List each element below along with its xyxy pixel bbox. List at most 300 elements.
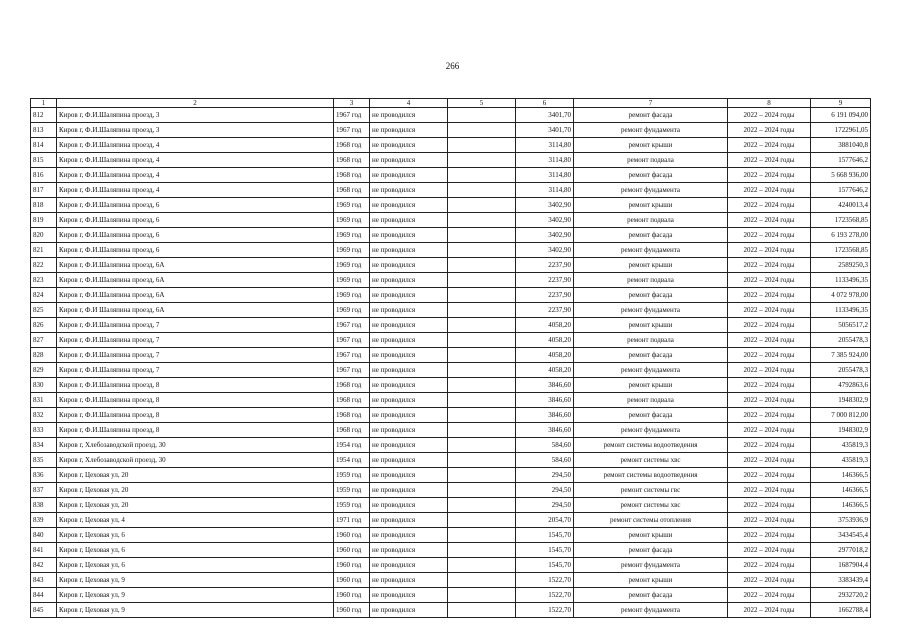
cost-cell: 1687904,4 [811, 558, 871, 573]
build-year-cell: 1968 год [334, 153, 370, 168]
address-cell: Киров г, Ф.И.Шаляпина проезд, 8 [57, 423, 334, 438]
area-cell: 4058,20 [516, 363, 574, 378]
period-cell: 2022 – 2024 годы [728, 573, 811, 588]
table-row [31, 318, 871, 333]
cost-cell: 4240013,4 [811, 198, 871, 213]
row-number-cell: 818 [31, 198, 57, 213]
table-row [31, 363, 871, 378]
table-row [31, 123, 871, 138]
area-cell: 1545,70 [516, 528, 574, 543]
work-type-cell: ремонт системы водоотведения [574, 438, 728, 453]
period-cell: 2022 – 2024 годы [728, 588, 811, 603]
cost-cell: 7 385 924,00 [811, 348, 871, 363]
build-year-cell: 1968 год [334, 378, 370, 393]
address-cell: Киров г, Ф.И.Шаляпина проезд, 4 [57, 168, 334, 183]
empty-cell [448, 378, 516, 393]
work-type-cell: ремонт крыши [574, 528, 728, 543]
period-cell: 2022 – 2024 годы [728, 168, 811, 183]
work-type-cell: ремонт подвала [574, 273, 728, 288]
column-number-2: 2 [57, 99, 334, 108]
period-cell: 2022 – 2024 годы [728, 348, 811, 363]
address-cell: Киров г, Ф.И.Шаляпина проезд, 7 [57, 363, 334, 378]
row-number-cell: 826 [31, 318, 57, 333]
work-type-cell: ремонт системы водоотведения [574, 468, 728, 483]
column-number-1: 1 [31, 99, 57, 108]
empty-cell [448, 243, 516, 258]
address-cell: Киров г, Цеховая ул, 20 [57, 483, 334, 498]
work-type-cell: ремонт крыши [574, 573, 728, 588]
build-year-cell: 1969 год [334, 243, 370, 258]
work-type-cell: ремонт фасада [574, 288, 728, 303]
area-cell: 2237,90 [516, 273, 574, 288]
last-repair-cell: не проводился [370, 363, 448, 378]
empty-cell [448, 273, 516, 288]
row-number-cell: 843 [31, 573, 57, 588]
last-repair-cell: не проводился [370, 483, 448, 498]
table-row [31, 273, 871, 288]
table-row [31, 513, 871, 528]
empty-cell [448, 168, 516, 183]
build-year-cell: 1969 год [334, 288, 370, 303]
address-cell: Киров г, Хлебозаводской проезд, 30 [57, 438, 334, 453]
period-cell: 2022 – 2024 годы [728, 138, 811, 153]
work-type-cell: ремонт фасада [574, 543, 728, 558]
last-repair-cell: не проводился [370, 243, 448, 258]
period-cell: 2022 – 2024 годы [728, 603, 811, 618]
area-cell: 294,50 [516, 468, 574, 483]
last-repair-cell: не проводился [370, 138, 448, 153]
last-repair-cell: не проводился [370, 393, 448, 408]
last-repair-cell: не проводился [370, 573, 448, 588]
address-cell: Киров г, Ф.И.Шаляпина проезд, 8 [57, 378, 334, 393]
area-cell: 2237,90 [516, 303, 574, 318]
row-number-cell: 834 [31, 438, 57, 453]
work-type-cell: ремонт фасада [574, 168, 728, 183]
column-number-5: 5 [448, 99, 516, 108]
last-repair-cell: не проводился [370, 333, 448, 348]
build-year-cell: 1954 год [334, 453, 370, 468]
area-cell: 1522,70 [516, 603, 574, 618]
area-cell: 294,50 [516, 483, 574, 498]
empty-cell [448, 483, 516, 498]
table-row [31, 498, 871, 513]
last-repair-cell: не проводился [370, 168, 448, 183]
column-number-4: 4 [370, 99, 448, 108]
row-number-cell: 829 [31, 363, 57, 378]
table-row [31, 603, 871, 618]
empty-cell [448, 213, 516, 228]
empty-cell [448, 513, 516, 528]
cost-cell: 1723568,85 [811, 213, 871, 228]
area-cell: 2054,70 [516, 513, 574, 528]
period-cell: 2022 – 2024 годы [728, 303, 811, 318]
address-cell: Киров г, Ф.И.Шаляпина проезд, 4 [57, 153, 334, 168]
empty-cell [448, 258, 516, 273]
cost-cell: 2055478,3 [811, 363, 871, 378]
build-year-cell: 1969 год [334, 198, 370, 213]
table-row [31, 108, 871, 123]
row-number-cell: 824 [31, 288, 57, 303]
cost-cell: 1577646,2 [811, 153, 871, 168]
row-number-cell: 835 [31, 453, 57, 468]
cost-cell: 146366,5 [811, 498, 871, 513]
last-repair-cell: не проводился [370, 588, 448, 603]
period-cell: 2022 – 2024 годы [728, 423, 811, 438]
build-year-cell: 1968 год [334, 168, 370, 183]
table-row [31, 288, 871, 303]
row-number-cell: 837 [31, 483, 57, 498]
period-cell: 2022 – 2024 годы [728, 213, 811, 228]
area-cell: 3846,60 [516, 378, 574, 393]
last-repair-cell: не проводился [370, 273, 448, 288]
period-cell: 2022 – 2024 годы [728, 378, 811, 393]
build-year-cell: 1969 год [334, 273, 370, 288]
area-cell: 3114,80 [516, 168, 574, 183]
address-cell: Киров г, Ф.И.Шаляпина проезд, 7 [57, 318, 334, 333]
build-year-cell: 1968 год [334, 423, 370, 438]
area-cell: 4058,20 [516, 318, 574, 333]
row-number-cell: 815 [31, 153, 57, 168]
address-cell: Киров г, Ф.И.Шаляпина проезд, 7 [57, 333, 334, 348]
address-cell: Киров г, Ф.И.Шаляпина проезд, 6 [57, 243, 334, 258]
build-year-cell: 1969 год [334, 303, 370, 318]
row-number-cell: 838 [31, 498, 57, 513]
cost-cell: 1133496,35 [811, 273, 871, 288]
table-row [31, 528, 871, 543]
cost-cell: 3753936,9 [811, 513, 871, 528]
cost-cell: 6 193 278,00 [811, 228, 871, 243]
table-row [31, 438, 871, 453]
period-cell: 2022 – 2024 годы [728, 498, 811, 513]
table-row [31, 453, 871, 468]
area-cell: 3114,80 [516, 138, 574, 153]
build-year-cell: 1968 год [334, 183, 370, 198]
cost-cell: 1948302,9 [811, 393, 871, 408]
work-type-cell: ремонт системы отопления [574, 513, 728, 528]
row-number-cell: 845 [31, 603, 57, 618]
cost-cell: 2977018,2 [811, 543, 871, 558]
row-number-cell: 833 [31, 423, 57, 438]
address-cell: Киров г, Ф.И.Шаляпина проезд, 4 [57, 138, 334, 153]
period-cell: 2022 – 2024 годы [728, 228, 811, 243]
row-number-cell: 821 [31, 243, 57, 258]
last-repair-cell: не проводился [370, 348, 448, 363]
build-year-cell: 1967 год [334, 108, 370, 123]
empty-cell [448, 288, 516, 303]
work-type-cell: ремонт фасада [574, 228, 728, 243]
table-body [31, 99, 871, 618]
column-number-8: 8 [728, 99, 811, 108]
row-number-cell: 813 [31, 123, 57, 138]
area-cell: 3401,70 [516, 108, 574, 123]
area-cell: 1522,70 [516, 573, 574, 588]
address-cell: Киров г, Цеховая ул, 9 [57, 573, 334, 588]
table-row [31, 588, 871, 603]
cost-cell: 1662788,4 [811, 603, 871, 618]
table-row [31, 348, 871, 363]
address-cell: Киров г, Ф.И.Шаляпина проезд, 3 [57, 108, 334, 123]
row-number-cell: 828 [31, 348, 57, 363]
work-type-cell: ремонт фасада [574, 348, 728, 363]
period-cell: 2022 – 2024 годы [728, 123, 811, 138]
cost-cell: 3434545,4 [811, 528, 871, 543]
address-cell: Киров г, Цеховая ул, 9 [57, 603, 334, 618]
work-type-cell: ремонт фундамента [574, 123, 728, 138]
period-cell: 2022 – 2024 годы [728, 543, 811, 558]
last-repair-cell: не проводился [370, 408, 448, 423]
last-repair-cell: не проводился [370, 543, 448, 558]
table-row [31, 423, 871, 438]
work-type-cell: ремонт фундамента [574, 603, 728, 618]
work-type-cell: ремонт крыши [574, 198, 728, 213]
last-repair-cell: не проводился [370, 528, 448, 543]
table-row [31, 228, 871, 243]
table-row [31, 138, 871, 153]
period-cell: 2022 – 2024 годы [728, 408, 811, 423]
page-number: 266 [445, 61, 460, 71]
period-cell: 2022 – 2024 годы [728, 483, 811, 498]
build-year-cell: 1967 год [334, 123, 370, 138]
address-cell: Киров г, Ф.И.Шаляпина проезд, 8 [57, 393, 334, 408]
address-cell: Киров г, Цеховая ул, 6 [57, 543, 334, 558]
cost-cell: 3383439,4 [811, 573, 871, 588]
last-repair-cell: не проводился [370, 468, 448, 483]
area-cell: 4058,20 [516, 333, 574, 348]
empty-cell [448, 348, 516, 363]
empty-cell [448, 108, 516, 123]
empty-cell [448, 183, 516, 198]
period-cell: 2022 – 2024 годы [728, 333, 811, 348]
empty-cell [448, 558, 516, 573]
capital-repair-table [30, 98, 871, 618]
last-repair-cell: не проводился [370, 288, 448, 303]
empty-cell [448, 408, 516, 423]
column-number-3: 3 [334, 99, 370, 108]
build-year-cell: 1967 год [334, 333, 370, 348]
table-row [31, 303, 871, 318]
build-year-cell: 1960 год [334, 543, 370, 558]
work-type-cell: ремонт фасада [574, 408, 728, 423]
period-cell: 2022 – 2024 годы [728, 288, 811, 303]
row-number-cell: 823 [31, 273, 57, 288]
cost-cell: 4 072 978,00 [811, 288, 871, 303]
build-year-cell: 1960 год [334, 588, 370, 603]
work-type-cell: ремонт фундамента [574, 558, 728, 573]
last-repair-cell: не проводился [370, 153, 448, 168]
address-cell: Киров г, Хлебозаводской проезд, 30 [57, 453, 334, 468]
work-type-cell: ремонт крыши [574, 138, 728, 153]
row-number-cell: 814 [31, 138, 57, 153]
work-type-cell: ремонт крыши [574, 258, 728, 273]
address-cell: Киров г, Ф.И.Шаляпина проезд, 6А [57, 288, 334, 303]
row-number-cell: 842 [31, 558, 57, 573]
work-type-cell: ремонт системы хвс [574, 453, 728, 468]
row-number-cell: 816 [31, 168, 57, 183]
last-repair-cell: не проводился [370, 303, 448, 318]
row-number-cell: 819 [31, 213, 57, 228]
work-type-cell: ремонт подвала [574, 393, 728, 408]
address-cell: Киров г, Цеховая ул, 20 [57, 498, 334, 513]
period-cell: 2022 – 2024 годы [728, 438, 811, 453]
build-year-cell: 1969 год [334, 258, 370, 273]
empty-cell [448, 453, 516, 468]
area-cell: 3402,90 [516, 198, 574, 213]
empty-cell [448, 423, 516, 438]
empty-cell [448, 363, 516, 378]
table-row [31, 333, 871, 348]
address-cell: Киров г, Ф.И.Шаляпина проезд, 3 [57, 123, 334, 138]
last-repair-cell: не проводился [370, 258, 448, 273]
cost-cell: 1577646,2 [811, 183, 871, 198]
build-year-cell: 1954 год [334, 438, 370, 453]
row-number-cell: 841 [31, 543, 57, 558]
area-cell: 2237,90 [516, 288, 574, 303]
row-number-cell: 817 [31, 183, 57, 198]
period-cell: 2022 – 2024 годы [728, 393, 811, 408]
table-row [31, 168, 871, 183]
table-row [31, 213, 871, 228]
empty-cell [448, 123, 516, 138]
row-number-cell: 844 [31, 588, 57, 603]
work-type-cell: ремонт крыши [574, 378, 728, 393]
period-cell: 2022 – 2024 годы [728, 273, 811, 288]
area-cell: 1545,70 [516, 543, 574, 558]
table-row [31, 408, 871, 423]
build-year-cell: 1969 год [334, 213, 370, 228]
area-cell: 3402,90 [516, 228, 574, 243]
last-repair-cell: не проводился [370, 453, 448, 468]
work-type-cell: ремонт фундамента [574, 303, 728, 318]
build-year-cell: 1968 год [334, 393, 370, 408]
period-cell: 2022 – 2024 годы [728, 363, 811, 378]
empty-cell [448, 438, 516, 453]
cost-cell: 5 668 936,00 [811, 168, 871, 183]
table-row [31, 543, 871, 558]
last-repair-cell: не проводился [370, 438, 448, 453]
build-year-cell: 1968 год [334, 408, 370, 423]
area-cell: 3114,80 [516, 183, 574, 198]
build-year-cell: 1960 год [334, 603, 370, 618]
row-number-cell: 831 [31, 393, 57, 408]
area-cell: 3402,90 [516, 243, 574, 258]
build-year-cell: 1967 год [334, 318, 370, 333]
build-year-cell: 1968 год [334, 138, 370, 153]
column-number-row [31, 99, 871, 108]
period-cell: 2022 – 2024 годы [728, 513, 811, 528]
row-number-cell: 812 [31, 108, 57, 123]
cost-cell: 2589250,3 [811, 258, 871, 273]
work-type-cell: ремонт фасада [574, 108, 728, 123]
area-cell: 4058,20 [516, 348, 574, 363]
last-repair-cell: не проводился [370, 558, 448, 573]
period-cell: 2022 – 2024 годы [728, 108, 811, 123]
cost-cell: 435819,3 [811, 438, 871, 453]
empty-cell [448, 588, 516, 603]
build-year-cell: 1967 год [334, 363, 370, 378]
address-cell: Киров г, Ф.И.Шаляпина проезд, 8 [57, 408, 334, 423]
last-repair-cell: не проводился [370, 183, 448, 198]
cost-cell: 2055478,3 [811, 333, 871, 348]
empty-cell [448, 228, 516, 243]
cost-cell: 6 191 094,00 [811, 108, 871, 123]
row-number-cell: 830 [31, 378, 57, 393]
table-row [31, 258, 871, 273]
last-repair-cell: не проводился [370, 423, 448, 438]
empty-cell [448, 528, 516, 543]
period-cell: 2022 – 2024 годы [728, 258, 811, 273]
empty-cell [448, 303, 516, 318]
period-cell: 2022 – 2024 годы [728, 558, 811, 573]
table-row [31, 198, 871, 213]
last-repair-cell: не проводился [370, 123, 448, 138]
empty-cell [448, 603, 516, 618]
last-repair-cell: не проводился [370, 198, 448, 213]
row-number-cell: 840 [31, 528, 57, 543]
cost-cell: 1722961,05 [811, 123, 871, 138]
empty-cell [448, 138, 516, 153]
work-type-cell: ремонт подвала [574, 213, 728, 228]
area-cell: 3846,60 [516, 393, 574, 408]
address-cell: Киров г, Ф.И.Шаляпина проезд, 6А [57, 273, 334, 288]
row-number-cell: 825 [31, 303, 57, 318]
address-cell: Киров г, Ф.И.Шаляпина проезд, 7 [57, 348, 334, 363]
period-cell: 2022 – 2024 годы [728, 183, 811, 198]
area-cell: 584,60 [516, 453, 574, 468]
empty-cell [448, 543, 516, 558]
empty-cell [448, 393, 516, 408]
row-number-cell: 839 [31, 513, 57, 528]
address-cell: Киров г, Цеховая ул, 4 [57, 513, 334, 528]
table-row [31, 483, 871, 498]
period-cell: 2022 – 2024 годы [728, 153, 811, 168]
column-number-9: 9 [811, 99, 871, 108]
build-year-cell: 1967 год [334, 348, 370, 363]
table-row [31, 183, 871, 198]
period-cell: 2022 – 2024 годы [728, 318, 811, 333]
cost-cell: 7 000 812,00 [811, 408, 871, 423]
address-cell: Киров г, Цеховая ул, 20 [57, 468, 334, 483]
area-cell: 3114,80 [516, 153, 574, 168]
period-cell: 2022 – 2024 годы [728, 468, 811, 483]
column-number-7: 7 [574, 99, 728, 108]
work-type-cell: ремонт системы хвс [574, 498, 728, 513]
work-type-cell: ремонт системы гвс [574, 483, 728, 498]
address-cell: Киров г, Ф.И.Шаляпина проезд, 6 [57, 198, 334, 213]
cost-cell: 435819,3 [811, 453, 871, 468]
period-cell: 2022 – 2024 годы [728, 453, 811, 468]
build-year-cell: 1969 год [334, 228, 370, 243]
last-repair-cell: не проводился [370, 213, 448, 228]
row-number-cell: 832 [31, 408, 57, 423]
address-cell: Киров г, Ф.И.Шаляпина проезд, 6А [57, 258, 334, 273]
period-cell: 2022 – 2024 годы [728, 243, 811, 258]
build-year-cell: 1960 год [334, 573, 370, 588]
empty-cell [448, 333, 516, 348]
area-cell: 584,60 [516, 438, 574, 453]
empty-cell [448, 318, 516, 333]
cost-cell: 1723568,85 [811, 243, 871, 258]
area-cell: 3402,90 [516, 213, 574, 228]
work-type-cell: ремонт фасада [574, 588, 728, 603]
table-row [31, 153, 871, 168]
address-cell: Киров г, Цеховая ул, 6 [57, 558, 334, 573]
area-cell: 2237,90 [516, 258, 574, 273]
area-cell: 294,50 [516, 498, 574, 513]
work-type-cell: ремонт фундамента [574, 243, 728, 258]
cost-cell: 4792863,6 [811, 378, 871, 393]
last-repair-cell: не проводился [370, 498, 448, 513]
last-repair-cell: не проводился [370, 513, 448, 528]
